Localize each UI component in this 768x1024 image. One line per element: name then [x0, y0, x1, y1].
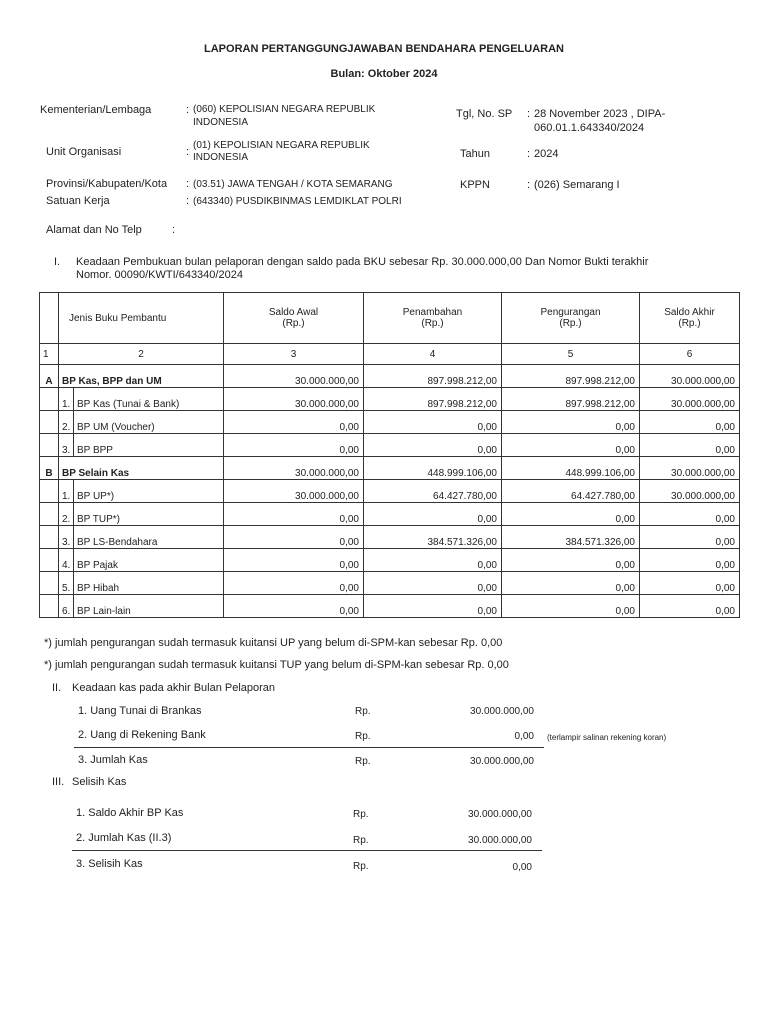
- table-row: [40, 411, 740, 434]
- cell-penambahan: 64.427.780,00: [364, 480, 502, 503]
- table-row: [40, 572, 740, 595]
- note-up: *) jumlah pengurangan sudah termasuk kuitansi UP yang belum di-SPM-kan sebesar Rp. 0,00: [44, 637, 503, 649]
- table-row: [40, 434, 740, 457]
- row-number: 1.: [59, 388, 74, 411]
- bank-item-label: 2. Uang di Rekening Bank: [78, 729, 206, 741]
- cell-penambahan: 897.998.212,00: [364, 365, 502, 388]
- colnum-2: 2: [59, 344, 224, 365]
- section2-title: Keadaan kas pada akhir Bulan Pelaporan: [72, 682, 276, 694]
- cell-saldo-awal: 0,00: [224, 526, 364, 549]
- cell-penambahan: 0,00: [364, 595, 502, 618]
- cell-saldo-awal: 30.000.000,00: [224, 388, 364, 411]
- section-row: [40, 365, 740, 388]
- jumlah-kas-value: 30.000.000,00: [468, 835, 532, 846]
- sp-value-2: 060.01.1.643340/2024: [534, 122, 645, 134]
- bank-item-value: 0,00: [514, 731, 534, 742]
- row-number: 4.: [59, 549, 74, 572]
- cell-penambahan: 0,00: [364, 549, 502, 572]
- row-group-letter: [40, 526, 59, 549]
- table-row: [40, 503, 740, 526]
- row-label: BP Lain-lain: [74, 595, 224, 618]
- bank-item-note: (terlampir salinan rekening koran): [547, 733, 667, 742]
- cell-saldo-awal: 0,00: [224, 572, 364, 595]
- divider-line: [74, 747, 544, 748]
- row-group-letter: [40, 480, 59, 503]
- province-label: Provinsi/Kabupaten/Kota: [46, 178, 168, 190]
- colnum-5: 5: [502, 344, 640, 365]
- row-number: 5.: [59, 572, 74, 595]
- kppn-label: KPPN: [460, 179, 490, 191]
- table-header: [40, 293, 740, 344]
- row-group-letter: [40, 411, 59, 434]
- selisih-kas-label: 3. Selisih Kas: [76, 858, 143, 870]
- cell-pengurangan: 897.998.212,00: [502, 388, 640, 411]
- ministry-value: (060) KEPOLISIAN NEGARA REPUBLIK: [193, 104, 376, 115]
- cell-pengurangan: 448.999.106,00: [502, 457, 640, 480]
- unit-value-2: INDONESIA: [193, 152, 249, 163]
- cell-saldo-akhir: 0,00: [640, 549, 740, 572]
- row-group-letter: [40, 549, 59, 572]
- cell-pengurangan: 897.998.212,00: [502, 365, 640, 388]
- bank-item-cur: Rp.: [355, 731, 371, 742]
- report-title: LAPORAN PERTANGGUNGJAWABAN BENDAHARA PENGELUARAN: [204, 43, 564, 55]
- cell-saldo-akhir: 30.000.000,00: [640, 480, 740, 503]
- cell-pengurangan: 384.571.326,00: [502, 526, 640, 549]
- row-number: 3.: [59, 434, 74, 457]
- sp-label: Tgl, No. SP: [456, 108, 513, 120]
- section2-roman: II.: [52, 682, 62, 694]
- divider-line-2: [72, 850, 542, 851]
- row-label: BP Kas (Tunai & Bank): [74, 388, 224, 411]
- row-label: BP TUP*): [74, 503, 224, 526]
- row-group-letter: [40, 503, 59, 526]
- kppn-value: (026) Semarang I: [534, 179, 620, 191]
- unit-sep: :: [186, 146, 190, 158]
- cell-pengurangan: 0,00: [502, 549, 640, 572]
- cell-saldo-awal: 30.000.000,00: [224, 457, 364, 480]
- row-label: BP UM (Voucher): [74, 411, 224, 434]
- row-group-letter: B: [40, 457, 59, 480]
- cell-saldo-awal: 0,00: [224, 595, 364, 618]
- colnum-6: 6: [640, 344, 740, 365]
- row-number: 3.: [59, 526, 74, 549]
- ministry-value-2: INDONESIA: [193, 117, 249, 128]
- jumlah-kas-label: 2. Jumlah Kas (II.3): [76, 832, 172, 844]
- year-sep: :: [527, 148, 531, 160]
- selisih-kas-cur: Rp.: [353, 861, 369, 872]
- province-value: (03.51) JAWA TENGAH / KOTA SEMARANG: [193, 179, 393, 190]
- row-group-letter: [40, 595, 59, 618]
- row-label: BP Selain Kas: [59, 457, 224, 480]
- row-number: 6.: [59, 595, 74, 618]
- cell-pengurangan: 0,00: [502, 572, 640, 595]
- cash-item-label: 1. Uang Tunai di Brankas: [78, 705, 202, 717]
- cell-penambahan: 448.999.106,00: [364, 457, 502, 480]
- cell-pengurangan: 0,00: [502, 595, 640, 618]
- cell-penambahan: 0,00: [364, 503, 502, 526]
- unit-value: (01) KEPOLISIAN NEGARA REPUBLIK: [193, 140, 370, 151]
- header-blank: [40, 293, 59, 344]
- row-number: 2.: [59, 503, 74, 526]
- table-row: [40, 526, 740, 549]
- ledger-table: [39, 292, 740, 618]
- cell-saldo-akhir: 0,00: [640, 411, 740, 434]
- ministry-sep: :: [186, 104, 190, 116]
- address-sep: :: [172, 224, 176, 236]
- header-penambahan: Penambahan (Rp.): [364, 293, 502, 344]
- section3-roman: III.: [52, 776, 65, 788]
- cell-pengurangan: 64.427.780,00: [502, 480, 640, 503]
- row-group-letter: A: [40, 365, 59, 388]
- cell-saldo-akhir: 0,00: [640, 526, 740, 549]
- column-numbers: [40, 344, 740, 365]
- cell-saldo-akhir: 0,00: [640, 503, 740, 526]
- cell-saldo-akhir: 30.000.000,00: [640, 457, 740, 480]
- row-label: BP Hibah: [74, 572, 224, 595]
- address-label: Alamat dan No Telp: [46, 224, 142, 236]
- cell-saldo-awal: 30.000.000,00: [224, 365, 364, 388]
- sp-sep: :: [527, 108, 531, 120]
- table-row: [40, 595, 740, 618]
- total-cash-label: 3. Jumlah Kas: [78, 754, 148, 766]
- report-subtitle: Bulan: Oktober 2024: [330, 68, 438, 80]
- colnum-3: 3: [224, 344, 364, 365]
- cash-item-value: 30.000.000,00: [470, 706, 534, 717]
- header-saldo-awal: Saldo Awal (Rp.): [224, 293, 364, 344]
- table-row: [40, 388, 740, 411]
- cell-saldo-awal: 0,00: [224, 549, 364, 572]
- row-label: BP Pajak: [74, 549, 224, 572]
- row-label: BP Kas, BPP dan UM: [59, 365, 224, 388]
- row-group-letter: [40, 572, 59, 595]
- cell-saldo-akhir: 30.000.000,00: [640, 365, 740, 388]
- cell-pengurangan: 0,00: [502, 411, 640, 434]
- cell-saldo-akhir: 0,00: [640, 572, 740, 595]
- header-pengurangan: Pengurangan (Rp.): [502, 293, 640, 344]
- jumlah-kas-cur: Rp.: [353, 835, 369, 846]
- cash-item-cur: Rp.: [355, 706, 371, 717]
- year-label: Tahun: [460, 148, 490, 160]
- province-sep: :: [186, 178, 190, 190]
- row-group-letter: [40, 434, 59, 457]
- total-cash-value: 30.000.000,00: [470, 756, 534, 767]
- row-group-letter: [40, 388, 59, 411]
- table-row: [40, 480, 740, 503]
- note-tup: *) jumlah pengurangan sudah termasuk kuitansi TUP yang belum di-SPM-kan sebesar Rp. 0,00: [44, 659, 509, 671]
- sp-value: 28 November 2023 , DIPA-: [534, 108, 666, 120]
- section1-line1: Keadaan Pembukuan bulan pelaporan dengan saldo pada BKU sebesar Rp. 30.000.000,00 Dan Nomor Bukti terakhir: [76, 256, 649, 268]
- table-row: [40, 549, 740, 572]
- satker-sep: :: [186, 195, 190, 207]
- year-value: 2024: [534, 148, 559, 160]
- section1-roman: I.: [54, 256, 61, 268]
- cell-saldo-akhir: 30.000.000,00: [640, 388, 740, 411]
- cell-pengurangan: 0,00: [502, 503, 640, 526]
- section3-title: Selisih Kas: [72, 776, 127, 788]
- satker-value: (643340) PUSDIKBINMAS LEMDIKLAT POLRI: [193, 196, 402, 207]
- cell-pengurangan: 0,00: [502, 434, 640, 457]
- cell-saldo-akhir: 0,00: [640, 595, 740, 618]
- saldo-akhir-value: 30.000.000,00: [468, 809, 532, 820]
- header-saldo-akhir: Saldo Akhir (Rp.): [640, 293, 740, 344]
- kppn-sep: :: [527, 179, 531, 191]
- selisih-kas-value: 0,00: [512, 862, 532, 873]
- cell-penambahan: 384.571.326,00: [364, 526, 502, 549]
- colnum-4: 4: [364, 344, 502, 365]
- section1-line2: Nomor. 00090/KWTI/643340/2024: [76, 269, 243, 281]
- cell-penambahan: 0,00: [364, 434, 502, 457]
- cell-saldo-awal: 30.000.000,00: [224, 480, 364, 503]
- row-label: BP LS-Bendahara: [74, 526, 224, 549]
- cell-saldo-awal: 0,00: [224, 411, 364, 434]
- row-label: BP UP*): [74, 480, 224, 503]
- cell-saldo-awal: 0,00: [224, 503, 364, 526]
- satker-label: Satuan Kerja: [46, 195, 110, 207]
- cell-saldo-awal: 0,00: [224, 434, 364, 457]
- section-row: [40, 457, 740, 480]
- cell-penambahan: 0,00: [364, 411, 502, 434]
- saldo-akhir-label: 1. Saldo Akhir BP Kas: [76, 807, 184, 819]
- ministry-label: Kementerian/Lembaga: [40, 104, 152, 116]
- row-number: 2.: [59, 411, 74, 434]
- unit-label: Unit Organisasi: [46, 146, 122, 158]
- row-label: BP BPP: [74, 434, 224, 457]
- row-number: 1.: [59, 480, 74, 503]
- saldo-akhir-cur: Rp.: [353, 809, 369, 820]
- cell-penambahan: 0,00: [364, 572, 502, 595]
- cell-penambahan: 897.998.212,00: [364, 388, 502, 411]
- total-cash-cur: Rp.: [355, 756, 371, 767]
- header-jenis: Jenis Buku Pembantu: [59, 293, 224, 344]
- colnum-1: 1: [40, 344, 59, 365]
- cell-saldo-akhir: 0,00: [640, 434, 740, 457]
